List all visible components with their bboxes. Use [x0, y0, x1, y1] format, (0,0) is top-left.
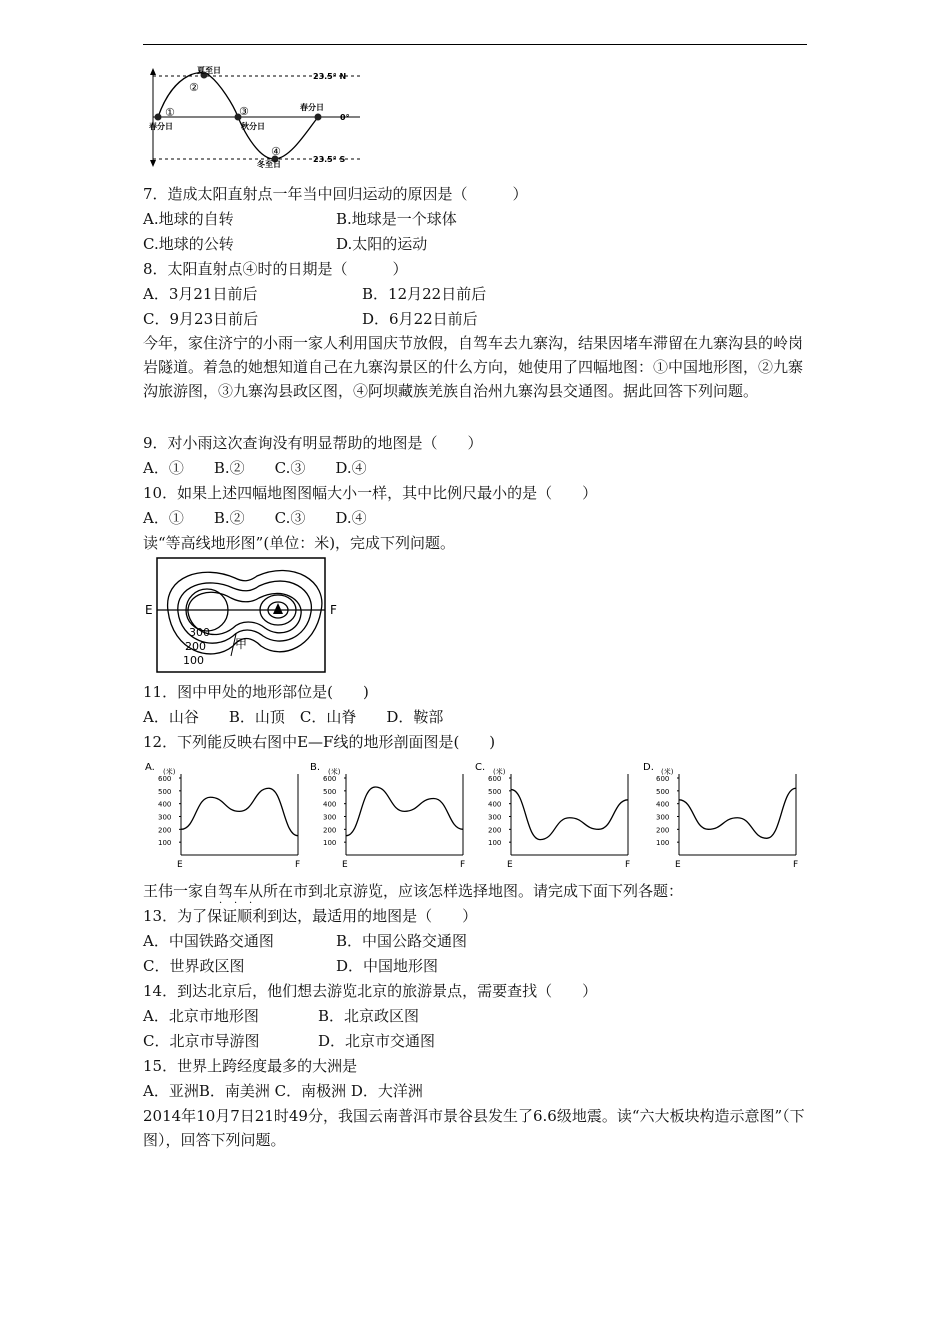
profile-chart-b	[308, 760, 468, 870]
peak-triangle-icon	[273, 603, 283, 614]
label-300: 300	[189, 626, 210, 639]
q15-options[interactable]: A．亚洲B．南美洲 C．南极洲 D．大洋洲	[143, 1082, 423, 1100]
profile-curve	[346, 787, 463, 836]
q10-stem: 10．如果上述四幅地图图幅大小一样，其中比例尺最小的是（ ）	[143, 484, 598, 502]
q7-option-a[interactable]: A.地球的自转	[143, 210, 234, 228]
profile-tick-label: 200	[323, 826, 337, 835]
q14-stem: 14．到达北京后，他们想去游览北京的旅游景点，需要查找（ ）	[143, 982, 598, 1000]
profile-label-e: E	[507, 860, 513, 870]
profile-tick-label: 200	[488, 826, 502, 835]
point-spring-right	[315, 114, 322, 121]
profile-curve	[181, 788, 298, 835]
profile-label-e: E	[675, 860, 681, 870]
profile-letter: C.	[475, 762, 486, 773]
q8-option-d[interactable]: D．6月22日前后	[362, 310, 478, 328]
q13-option-a[interactable]: A．中国铁路交通图	[143, 932, 274, 950]
axis-arrow-down	[150, 160, 156, 167]
q7-stem: 7．造成太阳直射点一年当中回归运动的原因是（ ）	[143, 185, 528, 203]
profile-tick-label: 500	[488, 787, 502, 796]
emphasis-dot: ·	[234, 898, 238, 909]
profile-letter: B.	[310, 762, 321, 773]
q7-option-d[interactable]: D.太阳的运动	[336, 235, 428, 253]
profile-label-f: F	[625, 860, 631, 870]
profile-tick-label: 100	[488, 839, 502, 848]
profile-tick-label: 500	[158, 787, 172, 796]
profile-tick-label: 200	[656, 826, 670, 835]
q13-option-d[interactable]: D．中国地形图	[336, 957, 439, 975]
profile-letter: A.	[145, 762, 155, 773]
profile-charts	[143, 760, 809, 872]
profile-tick-label: 300	[158, 813, 172, 822]
profile-tick-label: 500	[323, 787, 337, 796]
point-spring-left	[155, 114, 162, 121]
q11-stem: 11．图中甲处的地形部位是( )	[143, 683, 369, 701]
q13-option-c[interactable]: C．世界政区图	[143, 957, 245, 975]
profile-tick-label: 600	[323, 775, 337, 783]
q10-options[interactable]: A．① B.② C.③ D.④	[143, 509, 367, 527]
profile-tick-label: 100	[656, 839, 670, 848]
sun-declination-diagram	[145, 64, 370, 168]
q7-option-b[interactable]: B.地球是一个球体	[336, 210, 457, 228]
axis-arrow-up	[150, 68, 156, 75]
profile-curve	[679, 788, 796, 838]
contour-intro: 读“等高线地形图”(单位：米)，完成下列问题。	[143, 534, 456, 552]
profile-tick-label: 600	[656, 775, 670, 783]
profile-unit: (米)	[493, 768, 506, 776]
label-spring-left: 春分日	[149, 122, 173, 131]
profile-letter: D.	[643, 762, 654, 773]
q14-option-b[interactable]: B．北京政区图	[318, 1007, 420, 1025]
passage-earthquake: 2014年10月7日21时49分，我国云南普洱市景谷县发生了6.6级地震。读“六大板块构造示意图”（下图），回答下列问题。	[143, 1107, 805, 1149]
profile-tick-label: 400	[323, 800, 337, 809]
q13-stem: 13．为了保证顺利到达，最适用的地图是（ ）	[143, 907, 478, 925]
q9-options[interactable]: A．① B.② C.③ D.④	[143, 459, 367, 477]
profile-tick-label: 300	[488, 813, 502, 822]
profile-tick-label: 300	[656, 813, 670, 822]
mark-1: ①	[165, 106, 175, 119]
contour-map	[143, 556, 343, 676]
profile-unit: (米)	[661, 768, 674, 776]
profile-tick-label: 500	[656, 787, 670, 796]
emphasis-dot: ·	[249, 898, 253, 909]
q8-stem: 8．太阳直射点④时的日期是（ ）	[143, 260, 408, 278]
passage-wangwei: 王伟一家自驾车从所在市到北京游览，应该怎样选择地图。请完成下面下列各题：	[143, 882, 684, 900]
profile-unit: (米)	[328, 768, 341, 776]
q8-option-b[interactable]: B．12月22日前后	[362, 285, 487, 303]
profile-tick-label: 300	[323, 813, 337, 822]
q15-stem: 15．世界上跨经度最多的大洲是	[143, 1057, 358, 1075]
label-f: F	[330, 603, 337, 617]
profile-curve	[511, 790, 628, 840]
profile-tick-label: 200	[158, 826, 172, 835]
profile-tick-label: 400	[488, 800, 502, 809]
label-winter: 冬至日	[257, 160, 281, 168]
q8-option-c[interactable]: C．9月23日前后	[143, 310, 259, 328]
profile-tick-label: 400	[656, 800, 670, 809]
q12-stem: 12．下列能反映右图中E—F线的地形剖面图是( )	[143, 733, 496, 751]
q7-option-c[interactable]: C.地球的公转	[143, 235, 234, 253]
profile-label-e: E	[342, 860, 348, 870]
label-jia: 甲	[235, 637, 248, 651]
emphasis-dot: ·	[219, 898, 223, 909]
mark-3: ③	[239, 105, 249, 118]
label-100: 100	[183, 654, 204, 667]
q14-option-c[interactable]: C．北京市导游图	[143, 1032, 260, 1050]
label-autumn: 秋分日	[241, 122, 265, 131]
passage-jiuzhaigou: 今年，家住济宁的小雨一家人利用国庆节放假，自驾车去九寨沟，结果因堵车滞留在九寨沟县的岭岗岩隧道。着急的她想知道自己在九寨沟景区的什么方向，她使用了四幅地图：①中国地形图，②九寨沟旅游图，③九寨沟县政区图，④阿坝藏族羌族自治州九寨沟县交通图。据此回答下列问题。	[143, 334, 804, 400]
q8-option-a[interactable]: A．3月21日前后	[143, 285, 258, 303]
q13-option-b[interactable]: B．中国公路交通图	[336, 932, 468, 950]
label-e: E	[145, 603, 153, 617]
label-lat-equator: 0°	[340, 113, 350, 122]
profile-tick-label: 600	[488, 775, 502, 783]
profile-chart-a	[143, 760, 303, 870]
profile-label-f: F	[793, 860, 799, 870]
profile-label-e: E	[177, 860, 183, 870]
q14-option-d[interactable]: D．北京市交通图	[318, 1032, 436, 1050]
label-lat-north: 23.5° N	[313, 72, 347, 81]
q11-options[interactable]: A．山谷 B．山顶 C．山脊 D．鞍部	[143, 708, 444, 726]
profile-chart-d	[641, 760, 801, 870]
q9-stem: 9．对小雨这次查询没有明显帮助的地图是（ ）	[143, 434, 483, 452]
mark-2: ②	[189, 81, 199, 94]
profile-tick-label: 100	[323, 839, 337, 848]
label-spring-right: 春分日	[300, 103, 324, 112]
profile-tick-label: 400	[158, 800, 172, 809]
label-lat-south: 23.5° S	[313, 155, 346, 164]
label-200: 200	[185, 640, 206, 653]
q14-option-a[interactable]: A．北京市地形图	[143, 1007, 259, 1025]
profile-tick-label: 600	[158, 775, 172, 783]
profile-label-f: F	[295, 860, 301, 870]
mark-4: ④	[271, 145, 281, 158]
label-summer: 夏至日	[197, 66, 221, 75]
profile-unit: (米)	[163, 768, 176, 776]
profile-tick-label: 100	[158, 839, 172, 848]
profile-label-f: F	[460, 860, 466, 870]
profile-chart-c	[473, 760, 633, 870]
header-rule	[143, 44, 807, 45]
